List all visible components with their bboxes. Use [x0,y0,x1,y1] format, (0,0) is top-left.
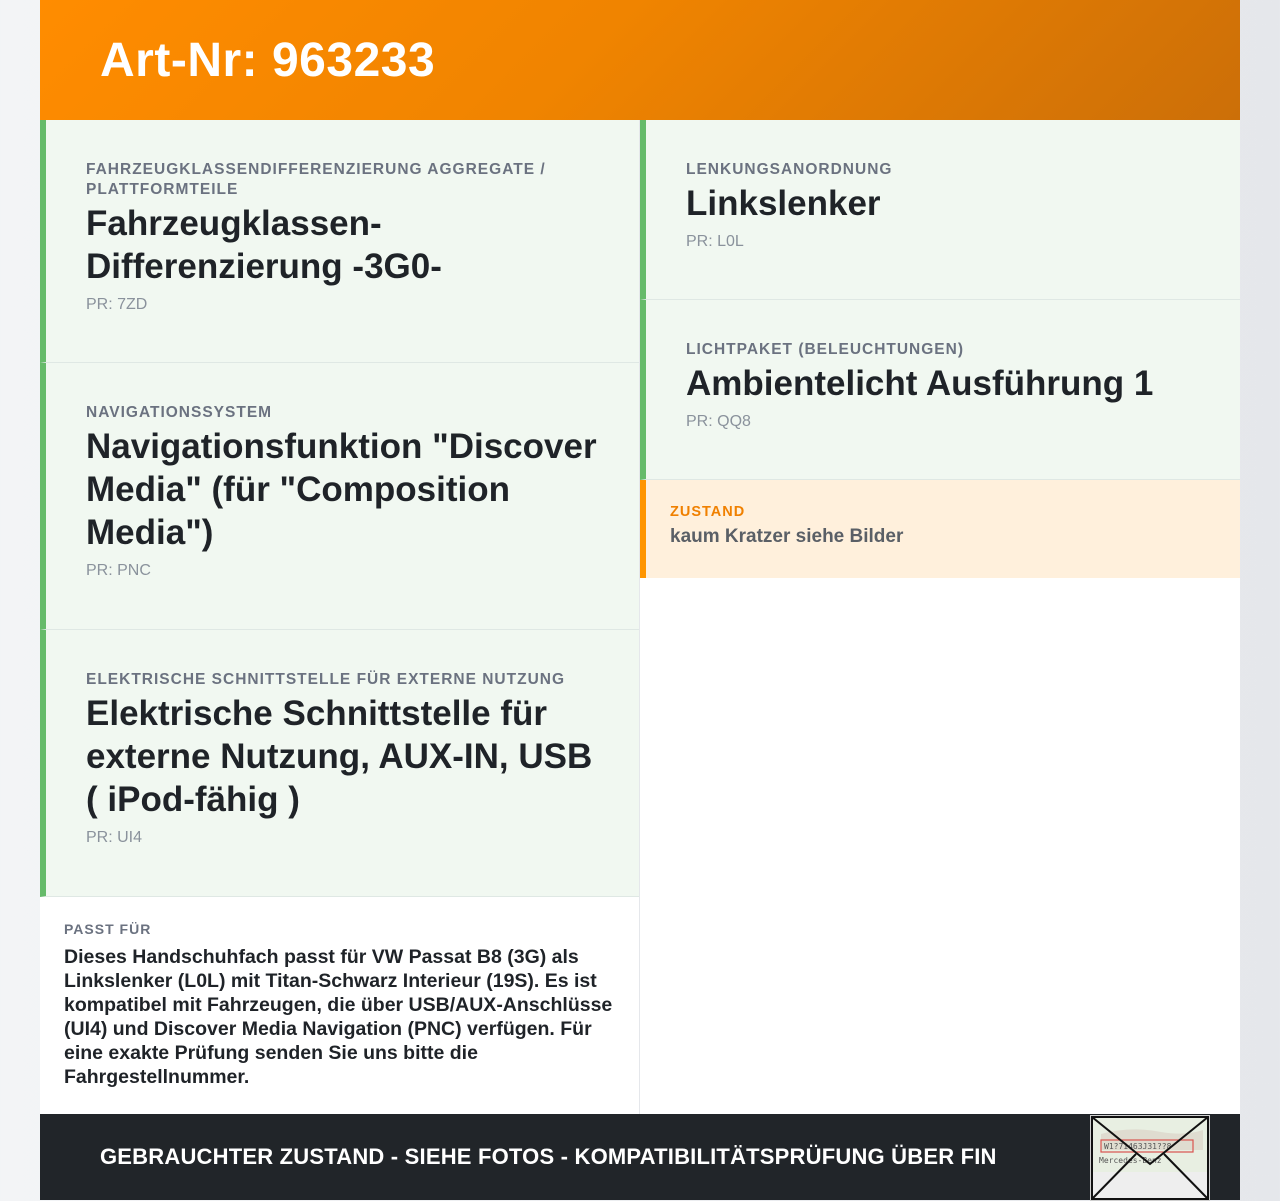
spec-card-lichtpaket [640,300,1240,480]
footer-text: GEBRAUCHTER ZUSTAND - SIEHE FOTOS - KOMPATIBILITÄTSPRÜFUNG ÜBER FIN [100,1144,997,1169]
svg-text:Mercedes-Benz: Mercedes-Benz [1099,1156,1162,1165]
spec-pr-code: PR: UI4 [86,829,143,846]
spec-value: Linkslenker [686,184,881,223]
spec-card-fahrzeugklasse [40,120,639,363]
envelope-vin-icon [1090,1115,1210,1201]
spec-card-navigation [40,363,639,630]
left-column [40,120,640,1114]
spec-card-lenkung [640,120,1240,300]
footer-banner [40,1114,1240,1200]
product-sheet [40,0,1240,1200]
article-number-title: Art-Nr: 963233 [100,33,436,87]
spec-pr-code: PR: PNC [86,562,151,579]
spec-label: NAVIGATIONSSYSTEM [86,404,273,421]
condition-label: ZUSTAND [670,504,746,520]
condition-box [640,480,1240,578]
spec-label: LENKUNGSANORDNUNG [686,161,893,178]
svg-text:W1?71463J31??8: W1?71463J31??8 [1104,1142,1172,1151]
spec-value: Ambientelicht Ausführung 1 [686,364,1154,403]
condition-text: kaum Kratzer siehe Bilder [670,526,904,547]
spec-label: LICHTPAKET (BELEUCHTUNGEN) [686,341,965,358]
envelope-vin-graphic [1091,1116,1209,1200]
spec-value: Navigationsfunktion "Discover Media" (für "Composition Media") [86,427,597,552]
spec-value: Fahrzeugklassen-Differenzierung -3G0- [86,204,442,286]
compatibility-section [40,897,639,1113]
right-column [640,120,1240,1114]
header-banner [40,0,1240,120]
compatibility-label: PASST FÜR [64,921,152,937]
spec-pr-code: PR: QQ8 [686,413,751,430]
spec-label: FAHRZEUGKLASSENDIFFERENZIERUNG AGGREGATE / PLATTFORMTEILE [86,161,546,198]
spec-label: ELEKTRISCHE SCHNITTSTELLE FÜR EXTERNE NUTZUNG [86,671,566,688]
spec-pr-code: PR: 7ZD [86,296,148,313]
spec-pr-code: PR: L0L [686,233,744,250]
spec-card-schnittstelle [40,630,639,897]
spec-columns [40,120,1240,1114]
compatibility-text: Dieses Handschuhfach passt für VW Passat B8 (3G) als Linkslenker (L0L) mit Titan-Schwarz Interieur (19S). Es ist kompatibel mit Fahrzeugen, die über USB/AUX-Anschlüsse (UI4) und Discover Media Navigation (PNC) verfügen. Für eine exakte Prüfung senden Sie uns bitte die Fahrgestellnummer. [64,946,613,1088]
spec-value: Elektrische Schnittstelle für externe Nutzung, AUX-IN, USB ( iPod-fähig ) [86,694,593,819]
